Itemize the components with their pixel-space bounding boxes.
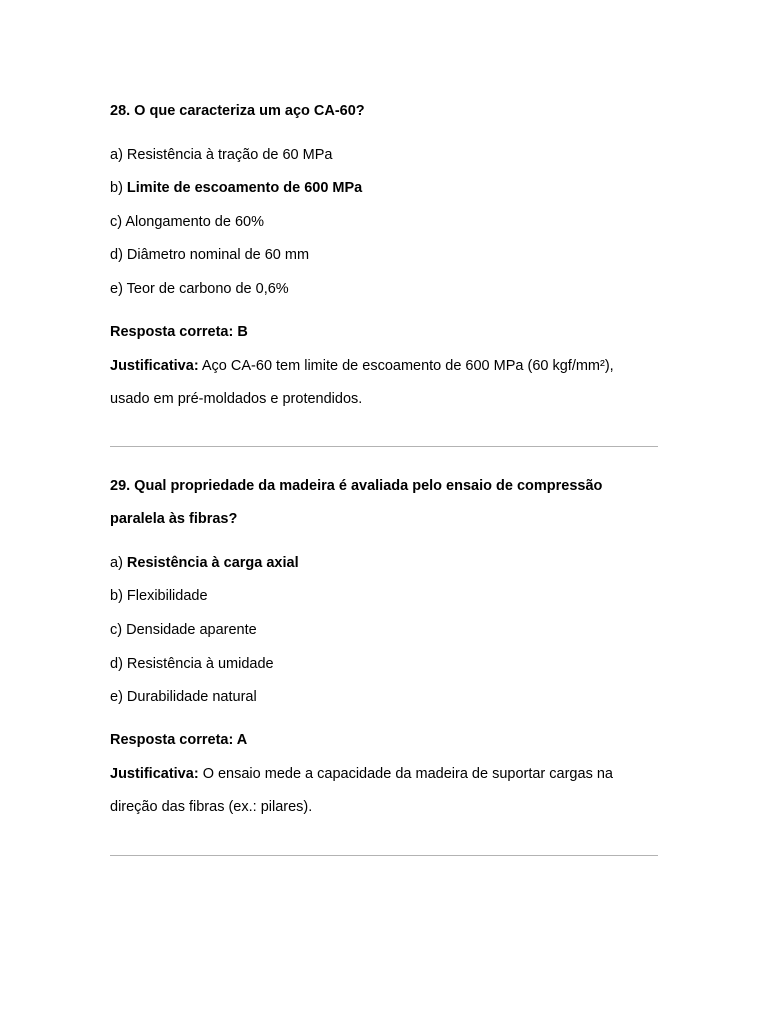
justification-label: Justificativa: — [110, 766, 199, 782]
question-29-title-line-1: 29. Qual propriedade da madeira é avaliada pelo ensaio de compressão — [110, 478, 603, 494]
question-28-option-a: a) Resistência à tração de 60 MPa — [110, 147, 333, 163]
question-29-justification-line-1: Justificativa: O ensaio mede a capacidade da madeira de suportar cargas na — [110, 766, 613, 782]
question-29-option-e: e) Durabilidade natural — [110, 689, 257, 705]
question-28-justification-line-2: usado em pré-moldados e protendidos. — [110, 391, 363, 407]
question-28-option-c: c) Alongamento de 60% — [110, 214, 264, 230]
correct-option-text: Limite de escoamento de 600 MPa — [126, 180, 363, 196]
question-28-option-b: b) Limite de escoamento de 600 MPa — [110, 180, 363, 196]
question-29-option-a: a) Resistência à carga axial — [110, 555, 299, 571]
question-29-answer: Resposta correta: A — [110, 732, 248, 748]
justification-label: Justificativa: — [110, 358, 199, 374]
question-29-option-d: d) Resistência à umidade — [110, 656, 274, 672]
question-29-justification-line-2: direção das fibras (ex.: pilares). — [110, 799, 313, 815]
question-28-answer: Resposta correta: B — [110, 324, 248, 340]
question-29-option-b: b) Flexibilidade — [110, 588, 208, 604]
question-28-option-d: d) Diâmetro nominal de 60 mm — [110, 247, 310, 263]
question-29-title-line-2: paralela às fibras? — [110, 511, 238, 527]
question-28-title: 28. O que caracteriza um aço CA-60? — [110, 103, 365, 119]
question-28-option-e: e) Teor de carbono de 0,6% — [110, 281, 289, 297]
section-divider — [110, 446, 658, 447]
question-28-justification-line-1: Justificativa: Aço CA-60 tem limite de escoamento de 600 MPa (60 kgf/mm²), — [110, 358, 614, 374]
correct-option-text: Resistência à carga axial — [126, 555, 299, 571]
question-29-option-c: c) Densidade aparente — [110, 622, 257, 638]
section-divider — [110, 855, 658, 856]
